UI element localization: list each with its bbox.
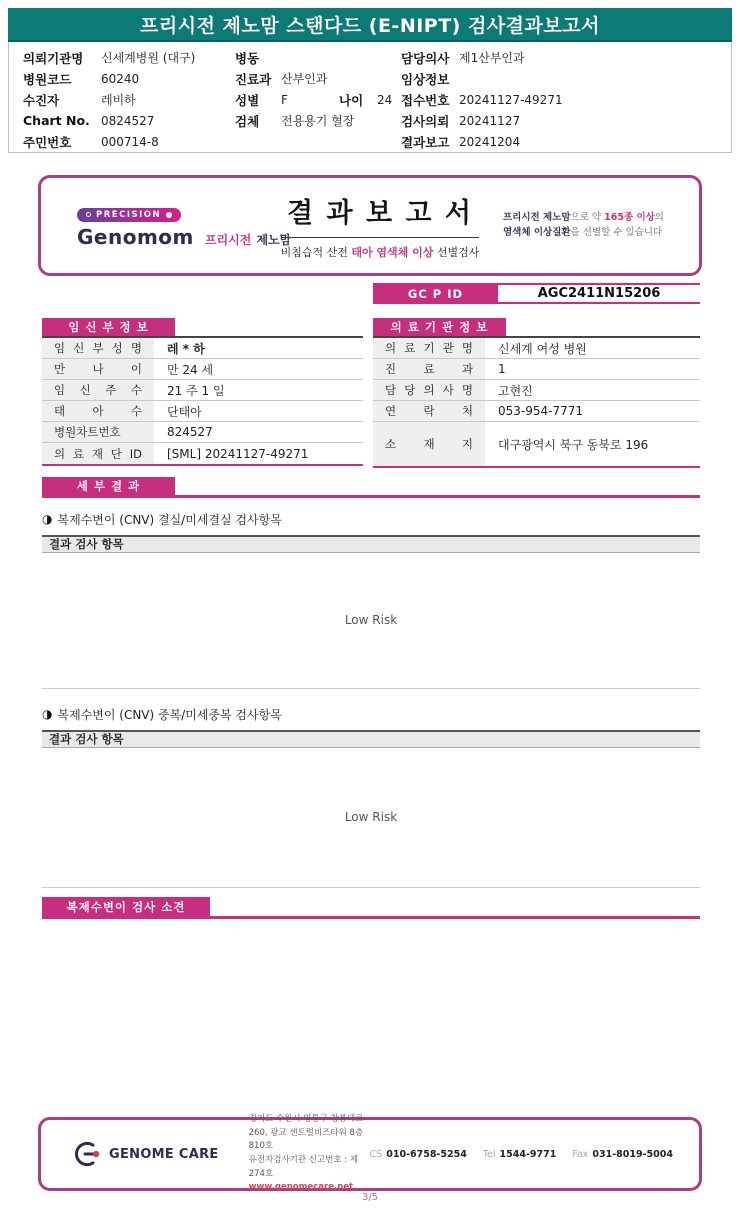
brand-line — [77, 224, 292, 249]
gc-p-id-label: GC P ID — [373, 285, 498, 302]
contact-fax: Fax 031-8019-5004 — [572, 1148, 673, 1160]
clinic-table-body — [373, 336, 700, 468]
tagline-bold: 프리시전 제노맘 — [503, 211, 571, 223]
info-row — [235, 47, 401, 68]
address-line-2: 유전자검사기관 신고번호 : 제274호 — [248, 1155, 359, 1179]
precision-badge — [77, 208, 181, 222]
row-value: 824527 — [167, 425, 213, 439]
info-row — [401, 47, 717, 68]
field-label: 진료과 — [235, 71, 272, 87]
patient-info-panel — [8, 42, 732, 153]
row-value: 고현진 — [498, 383, 533, 398]
row-value: 21 주 1 일 — [167, 383, 225, 398]
half-circle-bullet-icon: ◑ — [42, 512, 53, 526]
genome-care-logo — [67, 1139, 219, 1169]
field-value: 신세계병원 (대구) — [101, 51, 196, 65]
info-row — [23, 89, 235, 110]
subtitle-highlight: 태아 염색체 이상 — [351, 246, 434, 259]
dot-icon — [166, 212, 172, 218]
result-area — [42, 748, 700, 888]
field-label: 결과보고 — [401, 134, 450, 150]
table-row — [42, 422, 363, 443]
field-label: 검사의뢰 — [401, 113, 450, 129]
row-label: 태 아 수 — [42, 401, 154, 421]
website-url: www.genomecare.net — [248, 1182, 354, 1193]
table-row — [373, 401, 700, 422]
result-area — [42, 553, 700, 689]
field-value: 전용용기 혈장 — [281, 114, 355, 128]
row-label: 병원차트번호 — [42, 422, 154, 442]
footer-card — [38, 1114, 702, 1193]
info-row — [23, 68, 235, 89]
field-value: 20241127 — [459, 113, 521, 128]
field-value: F — [281, 92, 288, 107]
row-label: 연 락 처 — [373, 401, 485, 421]
field-label: Chart No. — [23, 113, 90, 128]
table-row — [42, 338, 363, 359]
row-value: 053-954-7771 — [498, 404, 584, 418]
patient-info-col-3 — [401, 47, 717, 152]
genomom-logo — [41, 202, 292, 249]
info-row — [401, 110, 717, 131]
brand-name-kr-2: 제노맘 — [256, 232, 292, 247]
tagline-bold: 염색체 이상질환 — [503, 226, 571, 238]
row-value: 신세계 여성 병원 — [498, 341, 587, 356]
company-address-block — [249, 1113, 370, 1195]
field-label: 성별 — [235, 92, 260, 108]
genome-care-mark-icon — [67, 1139, 103, 1169]
subsection-title — [42, 511, 700, 528]
document-title: 결 과 보 고 서 — [281, 191, 479, 238]
tagline-text: 으로 약 — [570, 211, 605, 223]
field-value: 제1산부인과 — [459, 51, 525, 65]
field-label: 임상정보 — [401, 71, 450, 87]
field-label: 검체 — [235, 113, 260, 129]
brand-name-kr-1: 프리시전 — [204, 232, 252, 247]
detail-results-header: 세 부 결 과 — [42, 477, 175, 495]
row-value: 레 * 하 — [167, 341, 205, 356]
info-row — [23, 110, 235, 131]
table-row — [42, 443, 363, 464]
field-value: 60240 — [101, 71, 140, 86]
row-label: 임 신 부 성 명 — [42, 338, 154, 358]
gc-p-id-bar — [373, 283, 700, 304]
field-label: 접수번호 — [401, 92, 450, 108]
table-row — [373, 380, 700, 401]
result-value: Low Risk — [344, 613, 398, 627]
field-value: 산부인과 — [281, 72, 328, 86]
row-label: 의 료 기 관 명 — [373, 338, 485, 358]
precision-badge-label: PRECISION — [96, 209, 162, 220]
field-value: 0824527 — [101, 113, 155, 128]
field-value: 20241204 — [459, 134, 521, 149]
cnv-findings-section — [42, 897, 700, 919]
row-label: 의 료 재 단 ID — [42, 443, 154, 464]
document-title-block — [257, 191, 503, 260]
genome-care-name: GENOME CARE — [109, 1146, 219, 1162]
row-label: 소 재 지 — [373, 422, 485, 466]
field-label: 병원코드 — [23, 71, 72, 87]
subtitle-text: 선별검사 — [433, 246, 480, 259]
table-row — [373, 338, 700, 359]
tagline-text: 을 선별할 수 있습니다 — [570, 226, 663, 238]
subsection-title — [42, 706, 700, 723]
row-value: 단태아 — [167, 404, 202, 419]
patient-info-col-2 — [235, 47, 401, 152]
subtitle-text: 비침습적 산전 — [280, 246, 352, 259]
mother-table-body — [42, 336, 363, 466]
contact-cs: CS 010-6758-5254 — [369, 1148, 467, 1160]
tagline-highlight: 165종 이상 — [604, 211, 655, 223]
tagline-line-1 — [503, 211, 673, 226]
info-row — [235, 89, 401, 110]
info-row — [401, 131, 717, 152]
row-value: [SML] 20241127-49271 — [167, 446, 309, 461]
field-value: 20241127-49271 — [459, 92, 563, 107]
info-row — [23, 47, 235, 68]
field-label: 수진자 — [23, 92, 60, 108]
row-label: 임 신 주 수 — [42, 380, 154, 400]
result-column-header: 결과 검사 항목 — [42, 730, 700, 748]
half-circle-bullet-icon: ◑ — [42, 707, 53, 721]
row-value: 1 — [498, 362, 506, 376]
field-label: 주민번호 — [23, 134, 72, 150]
row-label: 담 당 의 사 명 — [373, 380, 485, 400]
ring-icon — [86, 212, 91, 217]
table-row — [42, 401, 363, 422]
field-value: 24 — [377, 92, 393, 107]
subsection-title-text: 복제수변이 (CNV) 결실/미세결실 검사항목 — [57, 512, 282, 527]
row-label: 만 나 이 — [42, 359, 154, 379]
report-title: 프리시전 제노맘 스탠다드 (E-NIPT) 검사결과보고서 — [140, 14, 600, 37]
info-row — [401, 68, 717, 89]
tagline-text: 의 — [654, 211, 664, 223]
mother-info-table — [42, 318, 363, 466]
detail-results-section — [42, 477, 700, 888]
clinic-table-header: 의 료 기 관 정 보 — [373, 318, 506, 336]
report-title-bar — [8, 8, 732, 42]
row-value: 만 24 세 — [167, 362, 214, 377]
cnv-deletion-subsection — [42, 511, 700, 689]
field-label: 의뢰기관명 — [23, 50, 84, 66]
table-row — [373, 422, 700, 466]
address-line-1: 경기도 수원시 영통구 창룡대로 260, 광교 센트럴비즈타워 8층 810호 — [248, 1114, 364, 1152]
table-row — [373, 359, 700, 380]
brand-name-en: Genomom — [77, 224, 194, 249]
table-row — [42, 380, 363, 401]
section-rule — [42, 495, 700, 498]
clinic-info-table — [373, 318, 700, 468]
info-row — [235, 110, 401, 131]
row-value: 대구광역시 북구 동북로 196 — [498, 437, 649, 452]
field-value: 000714-8 — [101, 134, 159, 149]
contact-block — [370, 1149, 673, 1160]
section-rule — [42, 916, 700, 919]
field-value: 레비하 — [101, 93, 136, 107]
table-row — [42, 359, 363, 380]
row-label: 진 료 과 — [373, 359, 485, 379]
result-value: Low Risk — [344, 810, 398, 824]
cnv-duplication-subsection — [42, 706, 700, 888]
field-label: 나이 — [339, 92, 364, 108]
field-label: 담당의사 — [401, 50, 450, 66]
page-number: 3/5 — [361, 1192, 379, 1203]
gc-p-id-value: AGC2411N15206 — [537, 286, 661, 301]
patient-info-col-1 — [23, 47, 235, 152]
mother-table-header: 임 신 부 정 보 — [42, 318, 175, 336]
service-tagline — [503, 211, 699, 240]
info-row — [235, 68, 401, 89]
info-row — [401, 89, 717, 110]
findings-header: 복제수변이 검사 소견 — [42, 897, 210, 916]
field-label: 병동 — [235, 50, 260, 66]
subsection-title-text: 복제수변이 (CNV) 중복/미세중복 검사항목 — [57, 707, 282, 722]
document-subtitle — [281, 244, 480, 260]
report-header-card — [38, 175, 702, 276]
info-row — [23, 131, 235, 152]
contact-tel: Tel 1544-9771 — [482, 1148, 557, 1160]
tagline-line-2 — [503, 226, 673, 241]
result-column-header: 결과 검사 항목 — [42, 535, 700, 553]
